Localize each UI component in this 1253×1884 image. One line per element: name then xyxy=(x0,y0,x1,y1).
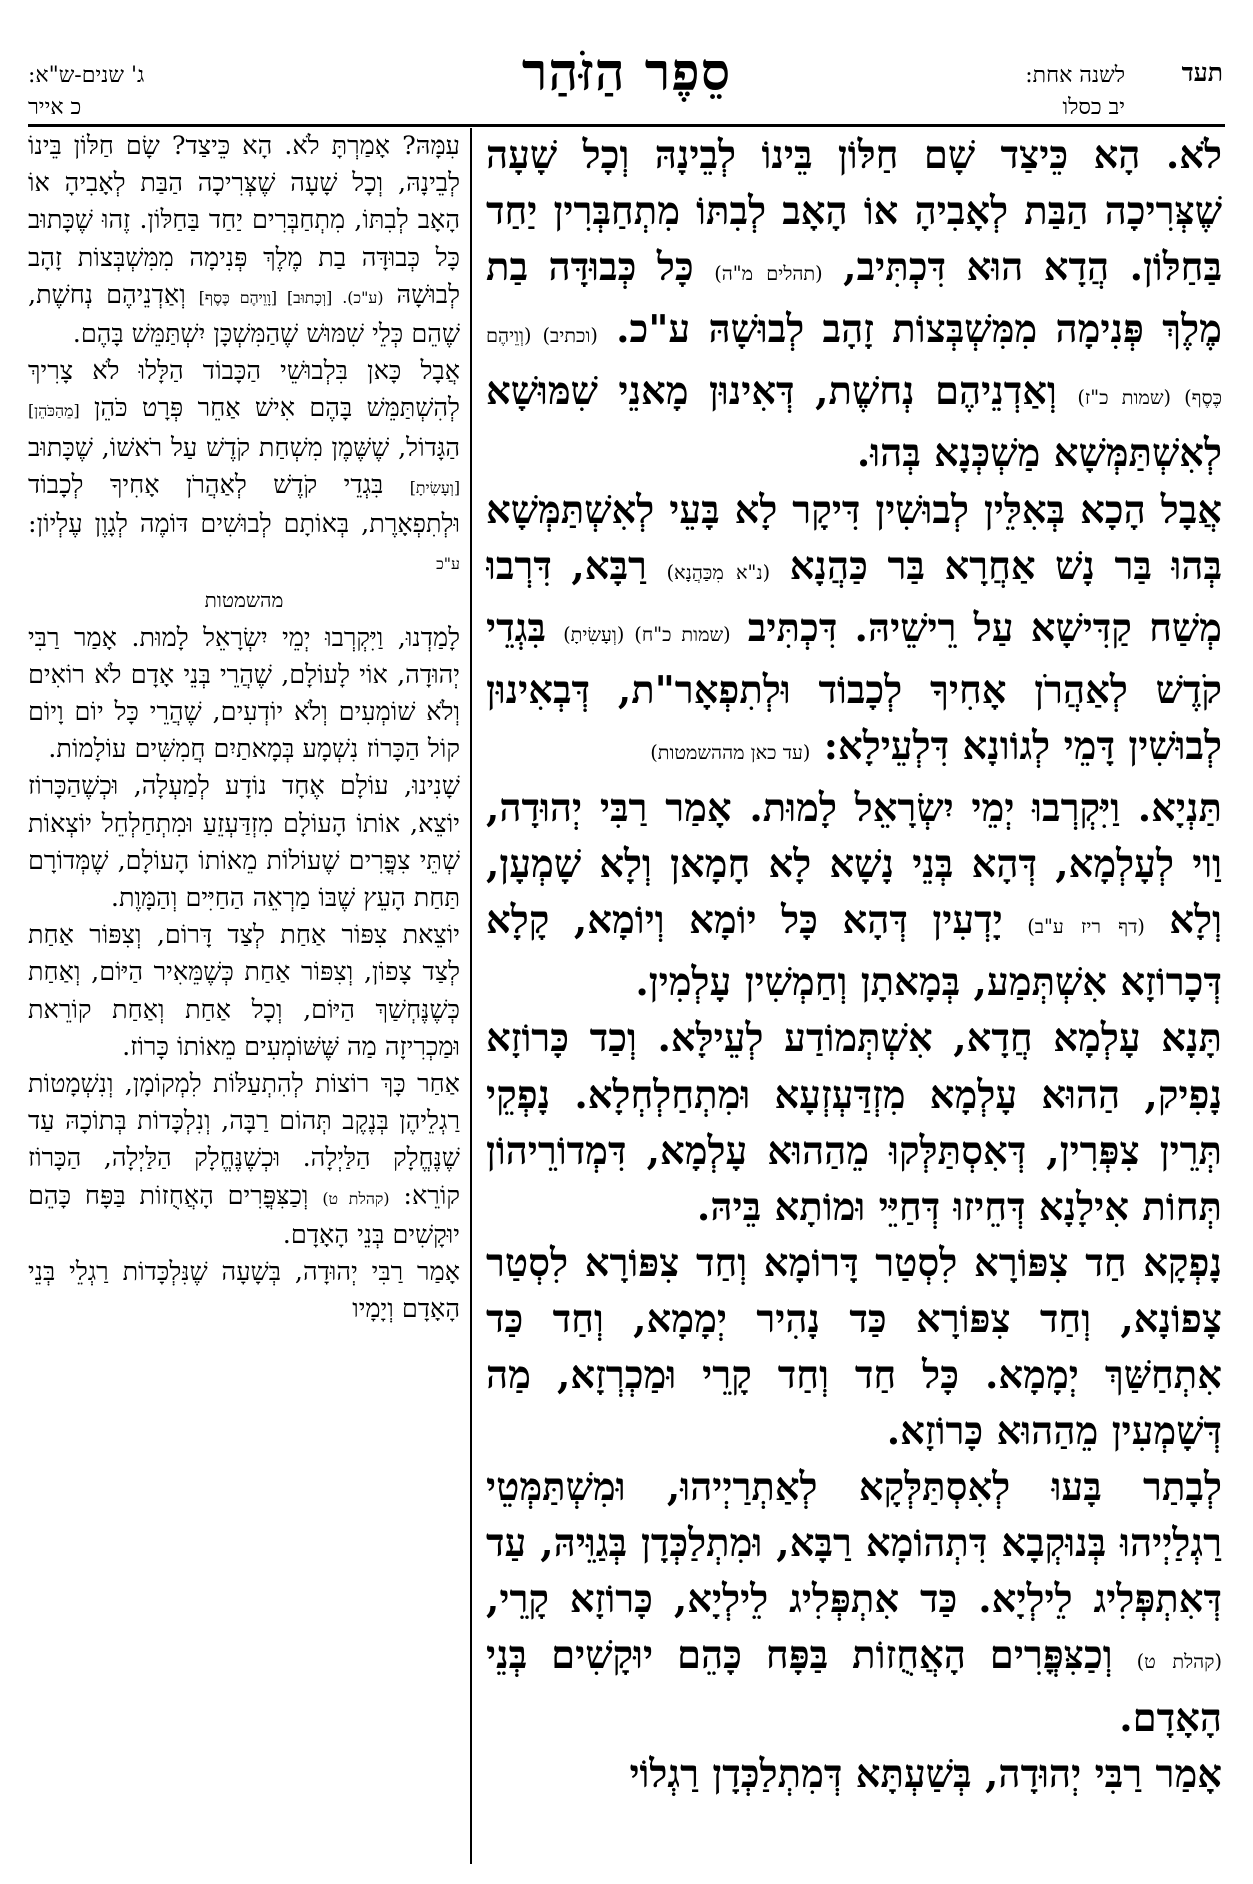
text-run: תַּנְיָא. וַיִּקְרְבוּ יְמֵי יִשְׂרָאֵל לָמוּת. אָמַר רַבִּי יְהוּדָה, וַוי לְעָלְמָא, דְּהָא בְּנֵי נָשָׁא לָא חָמָאן וְלָא שָׁמְעָן, וְלָא xyxy=(486,786,1222,944)
hebrew-translation-column xyxy=(28,128,460,1864)
paragraph xyxy=(28,768,460,917)
paragraph xyxy=(486,483,1222,781)
schedule-one-year-label: לשנה אחת: xyxy=(1025,63,1125,88)
paragraph xyxy=(486,1236,1222,1460)
text-run: יָדְעִין דְּהָא כָּל יוֹמָא וְיוֹמָא, קָלָא דְּכָרוֹזָא אִשְׁתְּמַע, בְּמָאתָן וְחַמְשִׁין עָלְמִין. xyxy=(486,898,1222,1006)
page-number: תעד xyxy=(1181,58,1223,87)
text-run: וְכַצִּפֳּרִים הָאֲחֻזוֹת בַּפָּח כָּהֵם יוּקָשִׁים בְּנֵי הָאָדָם. xyxy=(486,1633,1222,1741)
book-title: סֵפֶר הַזֹּהַר xyxy=(521,42,732,103)
paragraph xyxy=(486,1460,1222,1746)
aramaic-text-column xyxy=(486,128,1222,1864)
source-reference: ע"כ xyxy=(436,554,460,574)
source-reference: (נ"א מִכַּהֲנָא) xyxy=(666,560,771,584)
paragraph xyxy=(28,353,460,582)
paragraph xyxy=(486,1747,1222,1803)
paragraph xyxy=(28,1066,460,1254)
text-run: אָמַר רַבִּי יְהוּדָה, בְּשָׁעָה שֶׁנִּלְכָּדוֹת רַגְלֵי בְּנֵי הָאָדָם וְיָמָיו xyxy=(28,1257,460,1325)
text-run: וְכַצִּפֳּרִים הָאֲחֻזוֹת בַּפָּח כָּהֵם יוּקָשִׁים בְּנֵי הָאָדָם. xyxy=(28,1180,460,1250)
text-run: הַגָּדוֹל, שֶׁשֶּׁמֶן מִשְׁחַת קֹדֶשׁ עַל רֹאשׁוֹ, שֶׁכָּתוּב xyxy=(28,432,460,463)
paragraph xyxy=(28,128,460,353)
daily-schedule-three-year xyxy=(28,60,144,124)
schedule-three-year-date: כ אייר xyxy=(28,94,82,120)
text-run: וְאַדְנֵיהֶם נְחשֶׁת, דְּאִינוּן מָאנֵי שִׁמּוּשָׁא לְאִשְׁתַּמְּשָׁא מַשְׁכְּנָא בְּהוּ. xyxy=(486,369,1222,477)
text-run: כָּל כְּבוּדָּה בַת מֶלֶךְ פְּנִימָה מִמִּשְׁבְּצוֹת זָהָב לְבוּשָׁהּ ע"כ. xyxy=(486,245,1222,353)
source-reference: (תהלים מ"ה) xyxy=(714,262,823,286)
schedule-one-year-date: יב כסלו xyxy=(1062,94,1125,120)
header-rule xyxy=(28,124,1225,127)
column-divider xyxy=(470,128,472,1864)
paragraph xyxy=(486,781,1222,1011)
source-reference: (קהלת ט) xyxy=(322,1188,390,1208)
paragraph xyxy=(28,917,460,1066)
text-run: אַחַר כָּךְ רוֹצוֹת לְהִתְעַלּוֹת לִמְקוֹמָן, וְנִשְׁמָטוֹת רַגְלֵיהֶן בְּנֶקֶב תְּהוֹם רַבָּה, וְנִלְכָּדוֹת בְּתוֹכָהּ עַד שֶׁנֶּחֱלָק הַלַּיְלָה. וּכְשֶׁנֶּחֱלָק הַלַּיְלָה, הַכָּרוֹז קוֹרֵא: xyxy=(28,1069,460,1211)
text-run: אֲבָל כָּאן בִּלְבוּשֵׁי הַכָּבוֹד הַלָּלוּ לֹא צָרִיךְ לְהִשְׁתַּמֵּשׁ בָּהֶם אִישׁ אַחֵר פְּרָט כֹּהֵן xyxy=(28,356,460,424)
text-run: תָּנָא עָלְמָא חֲדָא, אִשְׁתְּמוֹדַע לְעֵילָּא. וְכַד כָּרוֹזָא נָפִיק, הַהוּא עָלְמָא מִזְדַּעְזְעָא וּמִתְחַלְחְלָא. נָפְקֵי תְּרֵין צִפְּרִין, דְּאִסְתַּלְּקוּ מֵהַהוּא עָלְמָא, דִּמְדוֹרֵיהוֹן תְּחוֹת אִילָנָא דְּחֵיזוּ דְּחַיֵּי וּמוֹתָא בֵּיהּ. xyxy=(486,1016,1222,1230)
text-run: אָמַר רַבִּי יְהוּדָה, בְּשַׁעְתָּא דְּמִתְלַכְּדָן רַגְלוֹי xyxy=(629,1751,1222,1797)
section-marker xyxy=(28,582,460,619)
paragraph xyxy=(28,1254,460,1328)
text-run: בִּגְדֵי קֹדֶשׁ לְאַהֲרֹן אָחִיךָ לְכָבוֹד וּלְתִפְאָר"ת, דְּבְאִינוּן לְבוּשִׁין דָּמֵי לְגוֹונָא דִּלְעֵילָא: xyxy=(486,605,1222,769)
text-run: מהשמטות xyxy=(204,588,284,613)
text-run: רַבָּא, דִּרְבוּ מְשַׁח קַדִּישָׁא עַל רֵישֵׁיהּ. דִּכְתִּיב xyxy=(486,543,1222,651)
text-run: לֹא. הָא כֵּיצַד שָׁם חַלּוֹן בֵּינוֹ לְבֵינָהּ וְכָל שָׁעָה שֶׁצְּרִיכָה הַבַּת לְאָבִיהָ אוֹ הָאָב לְבִתּוֹ מִתְחַבְּרִין יַחַד בַּחַלּוֹן. הֲדָא הוּא דִּכְתִּיב, xyxy=(486,133,1222,291)
paragraph xyxy=(486,128,1222,483)
text-run: יוֹצֵאת צִפּוֹר אַחַת לְצַד דָּרוֹם, וְצִפּוֹר אַחַת לְצַד צָפוֹן, וְצִפּוֹר אַחַת כְּשֶׁמֵּאִיר הַיּוֹם, וְאַחַת כְּשֶׁנֶּחְשַׁךְ הַיּוֹם, וְכָל אַחַת וְאַחַת קוֹרֵאת וּמַכְרִיזָה מַה שֶּׁשּׁוֹמְעִים מֵאוֹתוֹ כָּרוֹז. xyxy=(28,920,460,1062)
source-reference: (עד כאן מההשמטות) xyxy=(650,740,811,764)
text-run: שָׁנִינוּ, עוֹלָם אֶחָד נוֹדָע לְמַעְלָה, וּכְשֶׁהַכָּרוֹז יוֹצֵא, אוֹתוֹ הָעוֹלָם מִזְדַּעְזֵעַ וּמִתְחַלְחֵל יוֹצְאוֹת שְׁתֵּי צִפֳּרִים שֶׁעוֹלוֹת מֵאוֹתוֹ הָעוֹלָם, שֶׁמְּדוֹרָם תַּחַת הָעֵץ שֶׁבּוֹ מַרְאֵה הַחַיִּים וְהַמָּוֶת. xyxy=(28,771,460,914)
paragraph xyxy=(28,620,460,769)
text-run: לָמַדְנוּ, וַיִּקְרְבוּ יְמֵי יִשְׂרָאֵל לָמוּת. אָמַר רַבִּי יְהוּדָה, אוֹי לָעוֹלָם, שֶׁהֲרֵי בְּנֵי אָדָם לֹא רוֹאִים וְלֹא שׁוֹמְעִים וְלֹא יוֹדְעִים, שֶׁהֲרֵי כָּל יוֹם וָיוֹם קוֹל הַכָּרוֹז נִשְׁמָע בְּמָאתַיִם חֲמִשִּׁים עוֹלָמוֹת. xyxy=(28,622,460,765)
paragraph xyxy=(486,1011,1222,1235)
source-reference: [וְעָשִׂיתָ] xyxy=(409,477,460,497)
text-run: לְבָתַר בָּעוּ לְאִסְתַּלְּקָא לְאַתְרַיְיהוּ, וּמִשְׁתַּמְּטֵי רַגְלַיְיהוּ בְּנוּקְבָא דִּתְהוֹמָא רַבָּא, וּמִתְלַכְּדָן בְּגַוֵּיהּ, עַד דְּאִתְפְּלִיג לֵילְיָא. כַּד אִתְפְּלִיג לֵילְיָא, כָּרוֹזָא קָרֵי, xyxy=(486,1465,1222,1623)
text-run: אֲבָל הָכָא בְּאִלֵּין לְבוּשִׁין דִּיקָר לָא בָּעֵי לְאִשְׁתַּמְּשָׁא בְּהוּ בַּר נָשׁ אַחֲרָא בַּר כַּהֲנָא xyxy=(486,487,1222,589)
schedule-three-year-label: ג' שנים-ש"א: xyxy=(28,63,145,88)
source-reference: (קהלת ט) xyxy=(1136,1650,1222,1674)
text-run: בִּגְדֵי קֹדֶשׁ לְאַהֲרֹן אָחִיךָ לְכָבוֹד וּלְתִפְאָרֶת, בְּאוֹתָם לְבוּשִׁים דּוֹמֶה לְגָוֶן עֶלְיוֹן: xyxy=(28,469,460,540)
source-reference: [מֵהַכֹּהֵן] xyxy=(28,401,80,421)
source-reference: (ע"כ). [וְכָתוּב] [וָוֵיהֶם כֶּסֶף] xyxy=(198,287,384,307)
text-run: עִמָּהּ? אָמַרְתָּ לֹא. הָא כֵּיצַד? שָׂם חַלּוֹן בֵּינוֹ לְבֵינָהּ, וְכָל שָׁעָה שֶׁצְּרִיכָה הַבַּת לְאָבִיהָ אוֹ הָאָב לְבִתּוֹ, מִתְחַבְּרִים יַחַד בַּחַלּוֹן. זֶהוּ שֶׁכָּתוּב כָּל כְּבוּדָּה בַת מֶלֶךְ פְּנִימָה מִמִּשְׁבְּצוֹת זָהָב לְבוּשָׁהּ xyxy=(28,131,460,310)
source-reference: (שמות כ"ח) (וְעָשִׂיתָ) xyxy=(563,622,731,646)
source-reference: (דף ריז ע"ב) xyxy=(1027,915,1145,939)
source-reference: (וכתיב) (וְוֵיהֶם כֶּסֶף) (שמות כ"ז) xyxy=(486,324,1222,410)
text-run: נָפְקָא חַד צִפּוֹרָא לִסְטַר דָּרוֹמָא וְחַד צִפּוֹרָא לִסְטַר צָפוֹנָא, וְחַד צִפּוֹרָא כַּד נָהִיר יְמָמָא, וְחַד כַּד אִתְחַשַּׁךְ יְמָמָא. כָּל חַד וְחַד קָרֵי וּמַכְרְזָא, מַה דְּשָׁמְעִין מֵהַהוּא כָּרוֹזָא. xyxy=(486,1240,1222,1455)
text-run: וְאַדְנֵיהֶם נְחשֶׁת, שֶׁהֵם כְּלֵי שִׁמּוּשׁ שֶׁהַמִּשְׁכָּן יִשְׁתַּמֵּשׁ בָּהֶם. xyxy=(28,279,460,350)
